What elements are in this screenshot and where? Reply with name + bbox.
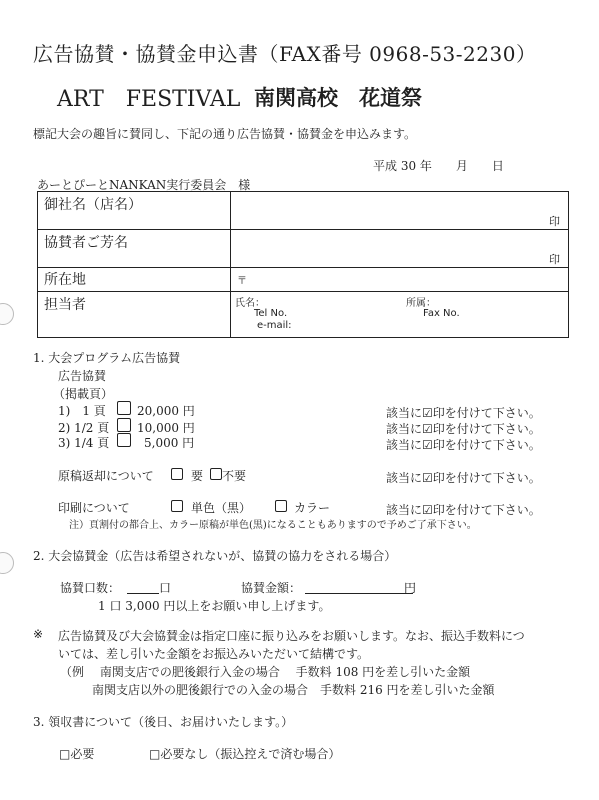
- form-row-divider-3: [38, 291, 568, 292]
- note-line-1: 広告協賛及び大会協賛金は指定口座に振り込みをお願いします。なお、振込手数料につ: [58, 629, 525, 643]
- intro-text: 標記大会の趣旨に賛同し、下記の通り広告協賛・協賛金を申込みます。: [33, 127, 417, 141]
- contact-person-label: 担当者: [44, 297, 86, 313]
- amount-input[interactable]: [305, 579, 413, 594]
- page-title: 広告協賛・協賛金申込書（FAX番号 0968-53-2230）: [33, 42, 537, 66]
- postal-mark: 〒: [237, 276, 247, 287]
- amount-label: 協賛金額：: [241, 581, 302, 595]
- option-price: 20,000 円: [137, 404, 195, 418]
- receipt-not-required-option[interactable]: □必要なし（振込控えで済む場合）: [149, 747, 341, 761]
- check-instruction: 該当に☑印を付けて下さい。: [386, 503, 541, 517]
- section2-heading: 2. 大会協賛金（広告は希望されないが、協賛の協力をされる場合）: [33, 549, 397, 563]
- address-label: 所在地: [44, 272, 86, 288]
- addressee: あーとぴーとNANKAN実行委員会 様: [37, 178, 251, 192]
- check-instruction: 該当に☑印を付けて下さい。: [386, 406, 541, 420]
- fax-label: Fax No.: [423, 308, 460, 319]
- print-color-label: カラー: [294, 501, 331, 515]
- form-column-divider: [230, 192, 231, 337]
- option-checkbox[interactable]: [117, 401, 131, 415]
- punch-hole-bottom: [0, 552, 14, 574]
- return-no-checkbox[interactable]: [210, 468, 222, 480]
- contact-name-label: 氏名：: [235, 298, 265, 309]
- sponsor-name-label: 協賛者ご芳名: [44, 235, 128, 251]
- option-label: 1) 1 頁: [58, 404, 106, 418]
- punch-hole-top: [0, 303, 14, 325]
- option-price: 10,000 円: [137, 421, 195, 435]
- note-mark: ※: [33, 627, 44, 641]
- units-label: 協賛口数：: [60, 581, 121, 595]
- application-form-table: [37, 191, 569, 338]
- sponsor-seal-mark: 印: [549, 253, 560, 266]
- art-festival-title: ART FESTIVAL: [57, 87, 241, 112]
- color-note: 注）頁割付の都合上、カラー原稿が単色(黒)になることもありますので予めご了承下さい。: [69, 520, 477, 531]
- date-line: 平成 30 年 月 日: [373, 159, 504, 173]
- print-mono-label: 単色（黒）: [191, 501, 252, 515]
- return-no-label: 不要: [222, 469, 247, 483]
- check-instruction: 該当に☑印を付けて下さい。: [386, 438, 541, 452]
- company-seal-mark: 印: [549, 215, 560, 228]
- ad-sponsor-label: 広告協賛: [58, 369, 107, 383]
- return-yes-label: 要: [191, 469, 204, 483]
- option-checkbox[interactable]: [117, 433, 131, 447]
- form-row-divider-2: [38, 267, 568, 268]
- note-line-4: 南関支店以外の肥後銀行での入金の場合 手数料 216 円を差し引いた金額: [92, 683, 495, 697]
- email-label: e-mail:: [257, 320, 292, 331]
- unit-note: 1 口 3,000 円以上をお願い申し上げます。: [98, 599, 331, 613]
- check-instruction: 該当に☑印を付けて下さい。: [386, 471, 541, 485]
- placement-label: （掲載頁）: [53, 387, 114, 401]
- receipt-required-option[interactable]: □必要: [59, 747, 95, 761]
- note-line-3: （例 南関支店での肥後銀行入金の場合 手数料 108 円を差し引いた金額: [60, 665, 471, 679]
- note-line-2: いては、差し引いた金額をお振込みいただいて結構です。: [58, 647, 370, 661]
- return-yes-checkbox[interactable]: [171, 468, 183, 480]
- option-price: 5,000 円: [144, 436, 195, 450]
- company-name-label: 御社名（店名）: [44, 197, 142, 213]
- section3-heading: 3. 領収書について（後日、お届けいたします。）: [33, 715, 294, 729]
- affiliation-label: 所属：: [406, 298, 436, 309]
- print-mono-checkbox[interactable]: [171, 500, 183, 512]
- address-field[interactable]: [248, 269, 566, 290]
- printing-label: 印刷について: [58, 501, 130, 515]
- units-suffix: 口: [159, 581, 172, 595]
- print-color-checkbox[interactable]: [275, 500, 287, 512]
- section1-heading: 1. 大会プログラム広告協賛: [33, 351, 181, 365]
- school-event-title: 南関高校 花道祭: [254, 86, 422, 110]
- option-label: 2) 1/2 頁: [58, 421, 110, 435]
- option-checkbox[interactable]: [117, 418, 131, 432]
- manuscript-return-label: 原稿返却について: [58, 469, 154, 483]
- amount-suffix: 円: [404, 581, 417, 595]
- sponsor-name-field[interactable]: [232, 231, 566, 266]
- form-row-divider-1: [38, 229, 568, 230]
- option-label: 3) 1/4 頁: [58, 436, 110, 450]
- check-instruction: 該当に☑印を付けて下さい。: [386, 422, 541, 436]
- tel-label: Tel No.: [254, 308, 288, 319]
- company-name-field[interactable]: [232, 193, 566, 228]
- units-input[interactable]: [127, 579, 159, 594]
